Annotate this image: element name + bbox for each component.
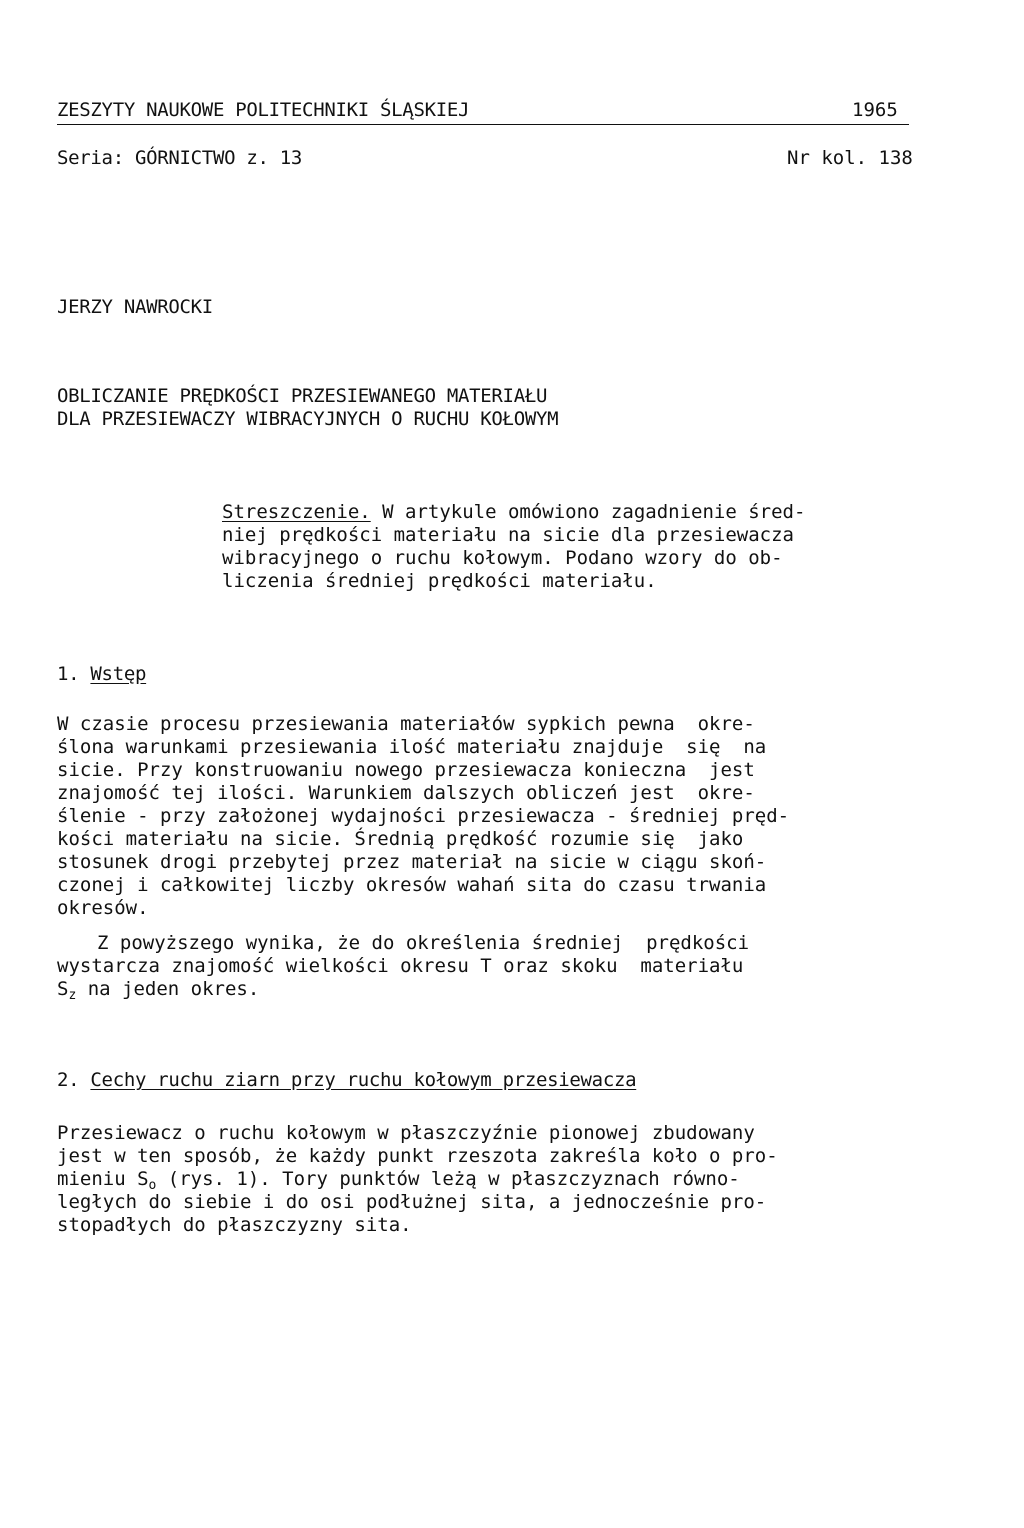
abstract-line-2: niej prędkości materiału na sicie dla przesiewacza <box>222 524 794 546</box>
paragraph-line: stopadłych do płaszczyzny sita. <box>57 1214 412 1236</box>
issue-number: Nr kol. 138 <box>787 147 913 169</box>
paragraph-line: kości materiału na sicie. Średnią prędkość rozumie się jako <box>57 828 744 850</box>
abstract-line-4: liczenia średniej prędkości materiału. <box>222 570 657 592</box>
author-name: JERZY NAWROCKI <box>57 296 213 318</box>
abstract-line-1-text: W artykule omówiono zagadnienie śred- <box>370 501 806 523</box>
paragraph-line <box>57 1168 778 1191</box>
header-rule <box>57 124 909 125</box>
stroke-subscript: z <box>68 988 77 1003</box>
abstract-line-1 <box>222 501 805 524</box>
paragraph-line: wystarcza znajomość wielkości okresu T oraz skoku materiału <box>57 955 744 977</box>
stroke-symbol: S <box>57 978 69 1000</box>
paragraph-line: Przesiewacz o ruchu kołowym w płaszczyźnie pionowej zbudowany <box>57 1122 755 1144</box>
section-1-paragraph-1 <box>57 713 789 920</box>
paragraph-line: okresów. <box>57 897 149 919</box>
section-1-title: Wstęp <box>90 663 147 685</box>
paragraph-line: Z powyższego wynika, że do określenia średniej prędkości <box>97 932 750 954</box>
paragraph-line <box>57 978 749 1001</box>
paragraph-line: ślenie - przy założonej wydajności przesiewacza - średniej pręd- <box>57 805 790 827</box>
paragraph-line: czonej i całkowitej liczby okresów wahań sita do czasu trwania <box>57 874 767 896</box>
section-1-number: 1. <box>57 663 80 685</box>
paragraph-line: ległych do siebie i do osi podłużnej sita, a jednocześnie pro- <box>57 1191 767 1213</box>
paragraph-line-text: na jeden okres. <box>76 978 260 1000</box>
section-2-paragraph <box>57 1122 778 1237</box>
journal-year: 1965 <box>852 99 898 121</box>
journal-name: ZESZYTY NAUKOWE POLITECHNIKI ŚLĄSKIEJ <box>57 99 470 121</box>
paragraph-line: stosunek drogi przebytej przez materiał na sicie w ciągu skoń- <box>57 851 767 873</box>
paragraph-line-text: mieniu S <box>57 1168 149 1190</box>
section-2-heading <box>57 1069 636 1092</box>
paragraph-line: W czasie procesu przesiewania materiałów sypkich pewna okre- <box>57 713 755 735</box>
radius-subscript: o <box>148 1178 157 1193</box>
paragraph-line: jest w ten sposób, że każdy punkt rzeszota zakreśla koło o pro- <box>57 1145 778 1167</box>
paragraph-line: sicie. Przy konstruowaniu nowego przesiewacza konieczna jest <box>57 759 755 781</box>
paragraph-line: ślona warunkami przesiewania ilość materiału znajduje się na <box>57 736 767 758</box>
title-line-1: OBLICZANIE PRĘDKOŚCI PRZESIEWANEGO MATERIAŁU <box>57 385 548 407</box>
section-2-title: Cechy ruchu ziarn przy ruchu kołowym przesiewacza <box>90 1069 637 1091</box>
series-label: Seria: GÓRNICTWO z. 13 <box>57 147 303 169</box>
abstract <box>222 501 805 593</box>
section-2-number: 2. <box>57 1069 80 1091</box>
paragraph-line-text: (rys. 1). Tory punktów leżą w płaszczyznach równo- <box>156 1168 740 1190</box>
paragraph-line: znajomość tej ilości. Warunkiem dalszych obliczeń jest okre- <box>57 782 755 804</box>
abstract-label: Streszczenie. <box>222 501 371 523</box>
abstract-line-3: wibracyjnego o ruchu kołowym. Podano wzory do ob- <box>222 547 783 569</box>
title-line-2: DLA PRZESIEWACZY WIBRACYJNYCH O RUCHU KOŁOWYM <box>57 408 559 430</box>
section-1-paragraph-2 <box>57 932 749 1001</box>
section-1-heading <box>57 663 146 686</box>
